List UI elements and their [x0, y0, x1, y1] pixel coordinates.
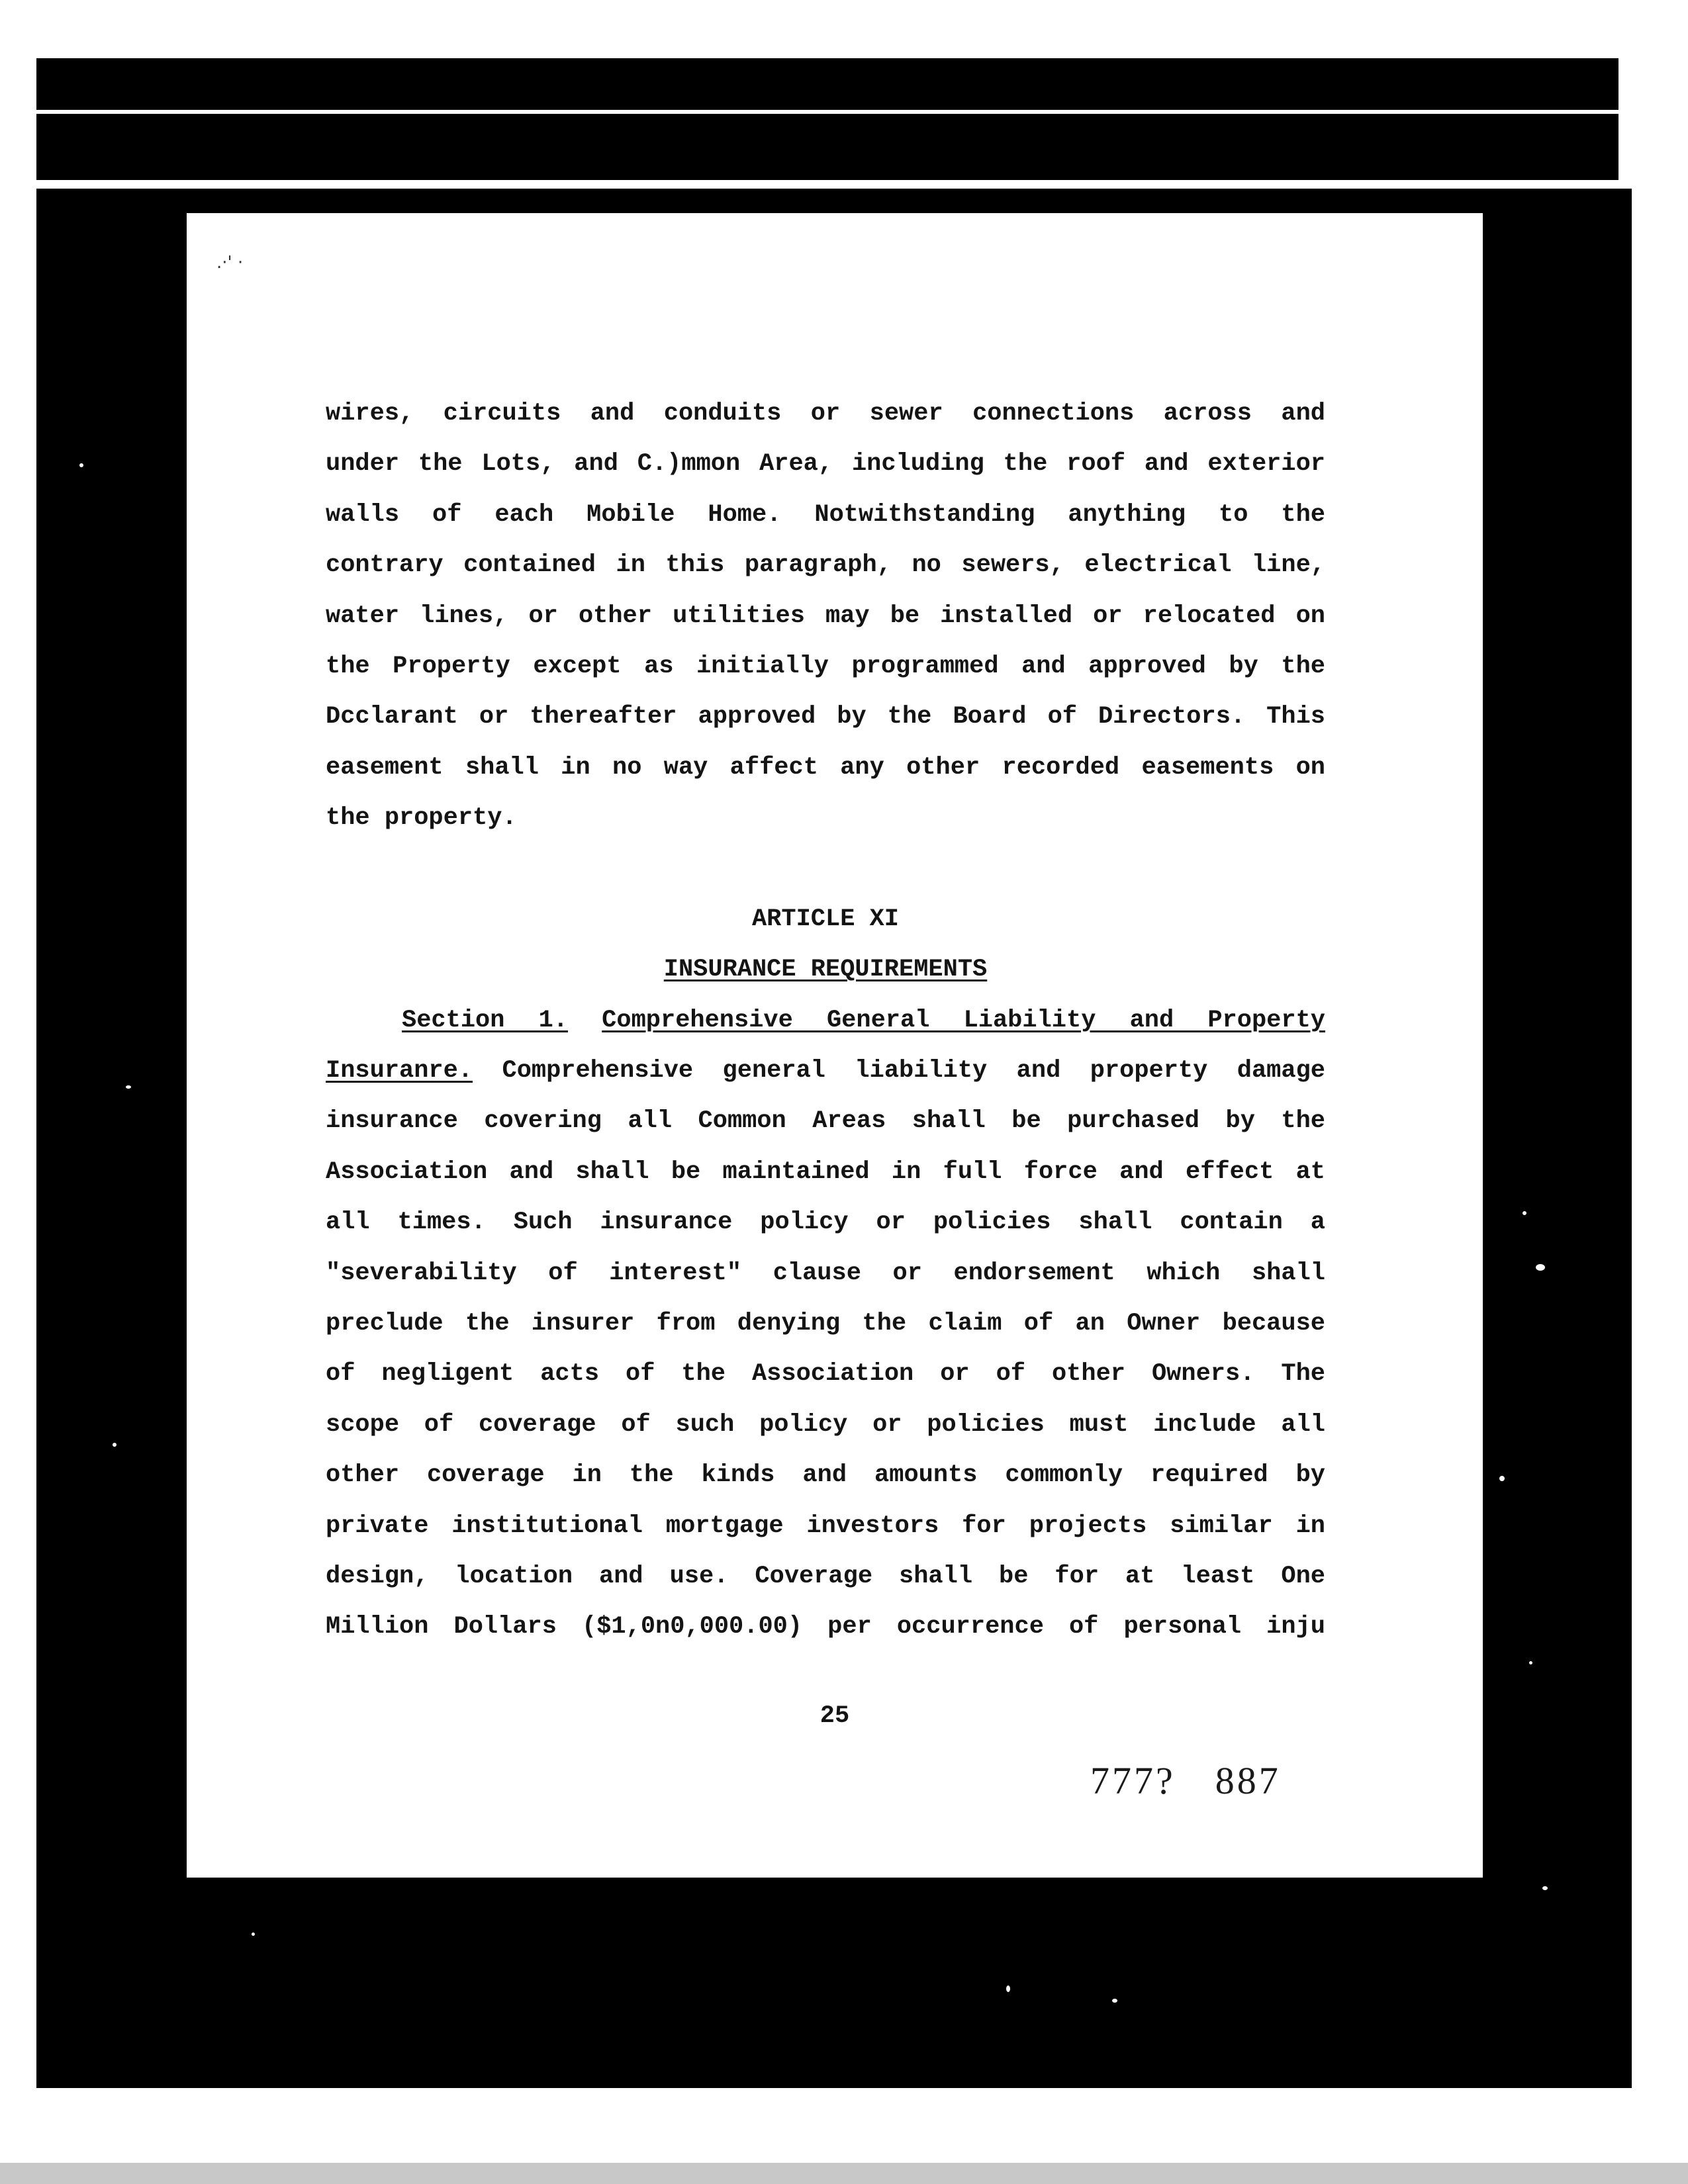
scan-line [36, 110, 1618, 114]
spacer [326, 844, 1325, 894]
text-run: Comprehensive general liability and property damage [502, 1057, 1325, 1085]
text-line: other coverage in the kinds and amounts commonly required by [326, 1461, 1325, 1490]
page-number: 25 [820, 1702, 850, 1730]
text-line: walls of each Mobile Home. Notwithstanding anything to the [326, 500, 1325, 529]
scan-speck [252, 1933, 255, 1936]
scan-speck [1006, 1985, 1010, 1992]
margin-mark: .·' · [216, 253, 244, 273]
section-label: Section 1. [402, 1006, 568, 1034]
text-line: scope of coverage of such policy or policies must include all [326, 1410, 1325, 1439]
text-line: "severability of interest" clause or endorsement which shall [326, 1259, 1325, 1287]
article-title [326, 944, 1325, 995]
document-body [326, 388, 1325, 1653]
scan-speck [126, 1085, 131, 1089]
section-heading: Comprehensive General Liability and Property [602, 1006, 1325, 1034]
text-line: insurance covering all Common Areas shall be purchased by the [326, 1107, 1325, 1136]
text-line: wires, circuits and conduits or sewer connections across and [326, 400, 1325, 428]
scan-speck [1529, 1661, 1532, 1664]
scan-speck [113, 1443, 117, 1447]
stamp-book-number: 777? [1090, 1759, 1176, 1802]
text-line: Dcclarant or thereafter approved by the Board of Directors. This [326, 703, 1325, 731]
stamp-page-number: 887 [1215, 1759, 1281, 1802]
text-line: the property. [326, 804, 517, 833]
text-line: private institutional mortgage investors for projects similar in [326, 1512, 1325, 1540]
article-title-text: INSURANCE REQUIREMENTS [663, 956, 988, 984]
scan-speck [1542, 1886, 1548, 1890]
text-line: Million Dollars ($1,0n0,000.00) per occurrence of personal inju [326, 1613, 1325, 1641]
scan-speck [1523, 1211, 1526, 1215]
text-line: under the Lots, and C.)mmon Area, including the roof and exterior [326, 450, 1325, 478]
document-page [187, 213, 1483, 1878]
section-heading-continued: Insuranre. [326, 1057, 473, 1085]
paragraph [326, 388, 1325, 844]
scan-top-band [36, 58, 1618, 181]
article-heading: ARTICLE XI [751, 905, 900, 933]
scan-bottom-edge [0, 2163, 1688, 2184]
text-line: the Property except as initially programmed and approved by the [326, 652, 1325, 680]
text-line: water lines, or other utilities may be installed or relocated on [326, 602, 1325, 630]
scan-line [36, 180, 1618, 187]
text-line: all times. Such insurance policy or policies shall contain a [326, 1208, 1325, 1237]
text-line: contrary contained in this paragraph, no sewers, electrical line, [326, 551, 1325, 580]
section-heading-line [326, 995, 1325, 1046]
text-line: easement shall in no way affect any other recorded easements on [326, 753, 1325, 782]
scan-speck [1499, 1476, 1505, 1481]
text-line: design, location and use. Coverage shall be for at least One [326, 1562, 1325, 1590]
text-line: Association and shall be maintained in full force and effect at [326, 1158, 1325, 1186]
scan-speck [1536, 1264, 1545, 1271]
text-line: preclude the insurer from denying the claim of an Owner because [326, 1310, 1325, 1338]
text-line [326, 1046, 1325, 1096]
scan-speck [79, 463, 83, 467]
scan-speck [1112, 1999, 1117, 2003]
text-line: of negligent acts of the Association or of other Owners. The [326, 1360, 1325, 1388]
recording-stamp [1090, 1758, 1281, 1803]
section-paragraph [326, 995, 1325, 1653]
